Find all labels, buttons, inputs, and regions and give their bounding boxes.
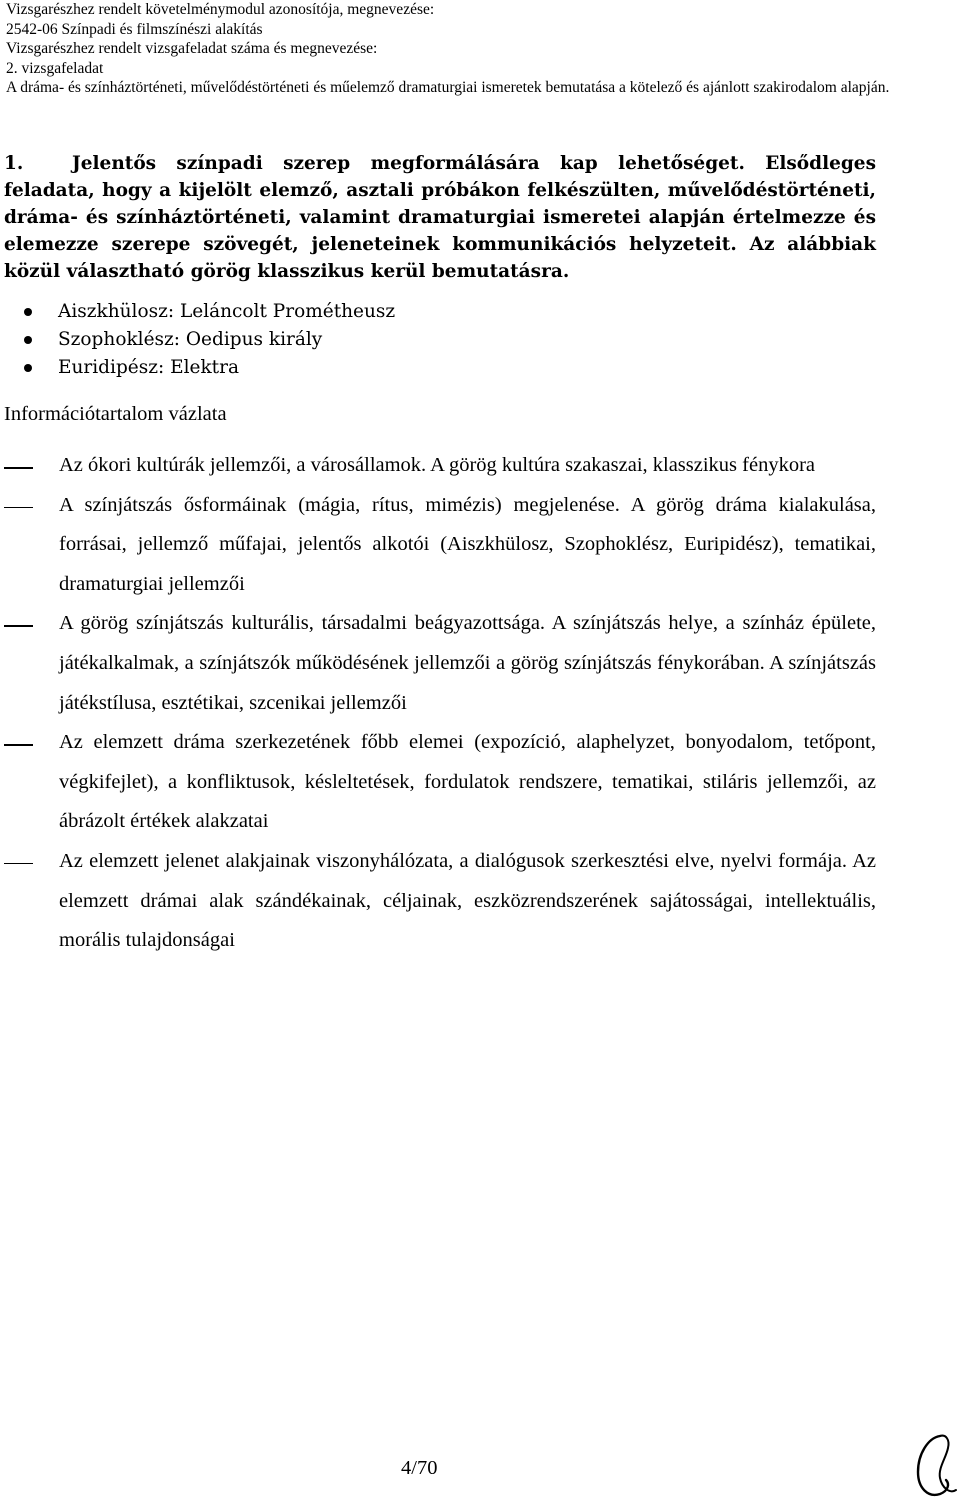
play-title: Szophoklész: Oedipus király: [58, 329, 323, 350]
dash-icon: [4, 744, 33, 746]
handwritten-initial-icon: [906, 1428, 960, 1503]
play-title: Aiszkhülosz: Leláncolt Prométheusz: [58, 301, 396, 322]
outline-text: Az ókori kultúrák jellemzői, a városállamok. A görög kultúra szakaszai, klasszikus fénykora: [59, 454, 816, 476]
outline-item: [4, 604, 876, 723]
header-module-name: 2542-06 Színpadi és filmszínészi alakítás: [6, 20, 263, 38]
outline-item: [4, 486, 876, 605]
header-task-number: 2. vizsgafeladat: [6, 59, 104, 77]
bullet-icon: [24, 336, 32, 344]
bullet-icon: [24, 308, 32, 316]
header-task-name: A dráma- és színháztörténeti, művelődéstörténeti és műelemző dramaturgiai ismeretek bemutatása a kötelező és ajánlott szakirodalom alapján.: [6, 79, 890, 97]
outline-item: [4, 446, 876, 486]
document-header: [6, 0, 946, 98]
outline-text: A görög színjátszás kulturális, társadalmi beágyazottsága. A színjátszás helye, a színház épülete, játékalkalmak, a színjátszók működésének jellemzői a görög színjátszás fénykorában. A színjátszás játékstílusa, esztétikai, szcenikai jellemzői: [59, 612, 876, 714]
dash-icon: [4, 625, 33, 627]
dash-icon: [4, 507, 33, 509]
dash-icon: [4, 863, 33, 865]
task-text: Jelentős színpadi szerep megformálására kap lehetőséget. Elsődleges feladata, hogy a kijelölt elemző, asztali próbákon felkészülten, művelődéstörténeti, dráma- és színháztörténeti, valamint dramaturgiai ismeretei alapján értelmezze és elemezze szerepe szövegét, jeleneteinek kommunikációs helyzeteit. Az alábbiak közül választható görög klasszikus kerül bemutatásra.: [4, 153, 876, 282]
header-module-label: Vizsgarészhez rendelt követelménymodul azonosítója, megnevezése:: [6, 1, 435, 18]
content-outline: [4, 446, 876, 961]
outline-text: Az elemzett dráma szerkezetének főbb elemei (expozíció, alaphelyzet, bonyodalom, tetőpont, végkifejlet), a konfliktusok, késleltetések, fordulatok rendszere, tematikai, stiláris jellemzői, az ábrázolt értékek alakzatai: [59, 731, 876, 833]
outline-item: [4, 723, 876, 842]
header-task-label: Vizsgarészhez rendelt vizsgafeladat száma és megnevezése:: [6, 40, 378, 58]
page-number: 4/70: [401, 1457, 438, 1479]
outline-text: A színjátszás ősformáinak (mágia, rítus, mimézis) megjelenése. A görög dráma kialakulása, forrásai, jellemző műfajai, jelentős alkotói (Aiszkhülosz, Szophoklész, Euripidész), tematikai, dramaturgiai jellemzői: [59, 493, 876, 595]
dash-icon: [4, 467, 33, 469]
play-list: [24, 298, 395, 382]
bullet-icon: [24, 364, 32, 372]
list-item: [24, 298, 395, 326]
list-item: [24, 354, 395, 382]
list-item: [24, 326, 395, 354]
task-paragraph: [4, 150, 876, 285]
task-number: 1.: [4, 153, 24, 174]
section-heading: Információtartalom vázlata: [4, 403, 227, 425]
play-title: Euridipész: Elektra: [58, 357, 239, 378]
outline-item: [4, 842, 876, 961]
outline-text: Az elemzett jelenet alakjainak viszonyhálózata, a dialógusok szerkesztési elve, nyelvi formája. Az elemzett drámai alak szándékainak, céljainak, eszközrendszerének sajátosságai, intellektuális, morális tulajdonságai: [59, 849, 876, 952]
